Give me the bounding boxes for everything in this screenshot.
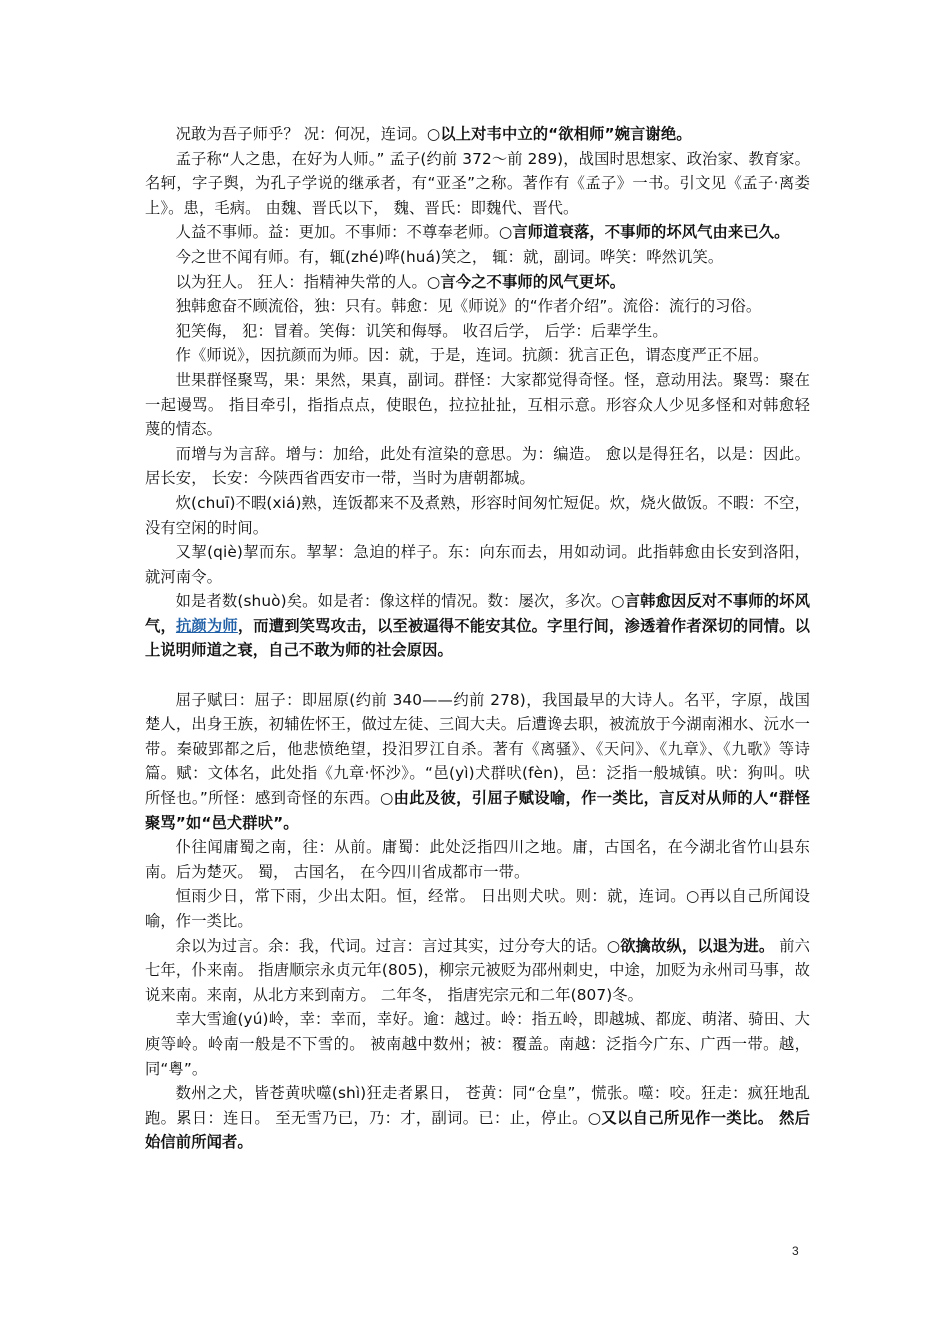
annotation-text: 而增与为言辞。增与：加给，此处有渲染的意思。为：编造。 愈以是得狂名，以是：因此。 居长安， 长安：今陕西省西安市一带，当时为唐朝都城。 xyxy=(145,444,810,488)
paragraph xyxy=(145,884,810,933)
annotation-text: 孟子称“人之患，在好为人师。” 孟子(约前 372～前 289)，战国时思想家、政治家、教育家。名轲，字子舆，为孔子学说的继承者，有“亚圣”之称。著作有《孟子》一书。引文见《孟子·离娄上》。患，毛病。 由魏、晋氏以下， 魏、晋氏：即魏代、晋代。 xyxy=(145,149,810,217)
paragraph xyxy=(145,319,810,344)
annotation-text: 恒雨少日，常下雨，少出太阳。恒，经常。 日出则犬吠。则：就，连词。○再以自己所闻设喻，作一类比。 xyxy=(145,887,810,930)
commentary-bold-text: 又以自己所见作一类比。 然后始信前所闻者。 xyxy=(145,1108,810,1152)
paragraph xyxy=(145,1007,810,1081)
commentary-bold-text: 言今之不事师的风气更坏。 xyxy=(440,272,626,291)
paragraph xyxy=(145,294,810,319)
annotation-text: 以为狂人。 狂人：指精神失常的人。○ xyxy=(175,272,441,291)
commentary-bold-text: 以上对韦中立的“欲相师”婉言谢绝。 xyxy=(440,125,692,143)
commentary-bold-text: 欲擒故纵，以退为进。 xyxy=(620,936,775,955)
annotation-text: 仆往闻庸蜀之南，往：从前。庸蜀：此处泛指四川之地。庸，古国名，在今湖北省竹山县东南。后为楚灭。 蜀， 古国名， 在今四川省成都市一带。 xyxy=(145,838,810,881)
commentary-bold-text: 言师道衰落，不事师的坏风气由来已久。 xyxy=(512,223,790,242)
annotation-text: 人益不事师。益：更加。不事师：不尊奉老师。○ xyxy=(175,223,513,242)
paragraph xyxy=(145,1081,810,1155)
annotation-text: 又挈(qiè)挈而东。挈挈：急迫的样子。东：向东而去，用如动词。此指韩愈由长安到洛阳，就河南令。 xyxy=(145,543,810,586)
paragraph xyxy=(145,147,810,221)
paragraph xyxy=(145,122,810,147)
paragraph xyxy=(145,589,810,663)
commentary-bold-text: 言韩愈因反对不事师的坏风气， xyxy=(145,592,811,635)
paragraph xyxy=(145,368,810,442)
paragraph xyxy=(145,540,810,589)
document-body xyxy=(145,122,810,1155)
annotation-text: 独韩愈奋不顾流俗，独：只有。韩愈：见《师说》的“作者介绍”。流俗：流行的习俗。 xyxy=(175,297,762,316)
page-number: 3 xyxy=(792,1244,799,1258)
paragraph xyxy=(145,934,810,1008)
paragraph xyxy=(145,491,810,540)
hyperlink-text[interactable]: 抗颜为师 xyxy=(175,616,238,635)
paragraph xyxy=(145,245,810,270)
paragraph xyxy=(145,835,810,884)
annotation-text: 今之世不闻有师。有，辄(zhé)哗(huá)笑之， 辄：就，副词。哗笑：哗然讥笑。 xyxy=(175,247,724,266)
paragraph xyxy=(145,442,810,491)
annotation-text: 如是者数(shuò)矣。如是者：像这样的情况。数：屡次，多次。○ xyxy=(175,592,625,611)
annotation-text: 屈子赋曰：屈子：即屈原(约前 340——约前 278)，我国最早的大诗人。名平，字原，战国楚人，出身王族，初辅佐怀王，做过左徒、三闾大夫。后遭谗去职，被流放于今湖南湘水、沅水一带。秦破郢都之后，他悲愤绝望，投汨罗江自杀。著有《离骚》、《天问》、《九章》、《九歌》等诗篇。赋：文体名，此处指《九章·怀沙》。“邑(yì)犬群吠(fèn)，邑：泛指一般城镇。吠：狗叫。吠所怪也。”所怪：感到奇怪的东西。○ xyxy=(145,690,810,808)
paragraph xyxy=(145,688,810,836)
paragraph xyxy=(145,343,810,368)
annotation-text: 数州之犬，皆苍黄吠噬(shì)狂走者累日， 苍黄：同“仓皇”，慌张。噬：咬。狂走：疯狂地乱跑。累日：连日。 至无雪乃已，乃：才，副词。已：止，停止。○ xyxy=(145,1084,810,1127)
annotation-text: 幸大雪逾(yú)岭，幸：幸而，幸好。逾：越过。岭：指五岭，即越城、都庞、萌渚、骑田、大庾等岭。岭南一般是不下雪的。 被南越中数州；被：覆盖。南越：泛指今广东、广西一带。越，同“粤”。 xyxy=(145,1010,810,1078)
annotation-text: 世果群怪聚骂，果：果然，果真，副词。群怪：大家都觉得奇怪。怪，意动用法。聚骂：聚在一起谩骂。 指目牵引，指指点点，使眼色，拉拉扯扯，互相示意。形容众人少见多怪和对韩愈轻蔑的情态。 xyxy=(145,370,810,439)
paragraph xyxy=(145,220,810,245)
commentary-bold-text: 由此及彼，引屈子赋设喻，作一类比，言反对从师的人“群怪聚骂”如“邑犬群吠”。 xyxy=(145,789,810,832)
annotation-text: 余以为过言。余：我，代词。过言：言过其实，过分夸大的话。○ xyxy=(175,936,621,955)
annotation-text: 前六七年，仆来南。 指唐顺宗永贞元年(805)，柳宗元被贬为邵州刺史，中途，加贬为永州司马事，故说来南。来南，从北方来到南方。 二年冬， 指唐宪宗元和二年(807)冬。 xyxy=(145,936,810,1004)
paragraph xyxy=(145,270,810,295)
annotation-text: 炊(chuī)不暇(xiá)熟，连饭都来不及煮熟，形容时间匆忙短促。炊，烧火做饭。不暇：不空，没有空闲的时间。 xyxy=(145,493,810,537)
annotation-text: 犯笑侮， 犯：冒着。笑侮：讥笑和侮辱。 收召后学， 后学：后辈学生。 xyxy=(175,321,668,340)
annotation-text: 况敢为吾子师乎？ 况：何况，连词。○ xyxy=(175,125,441,143)
commentary-bold-text: ，而遭到笑骂攻击，以至被逼得不能安其位。字里行间，渗透着作者深切的同情。以上说明师道之衰，自己不敢为师的社会原因。 xyxy=(145,616,811,660)
annotation-text: 作《师说》，因抗颜而为师。因：就，于是，连词。抗颜：犹言正色，谓态度严正不屈。 xyxy=(175,346,769,365)
